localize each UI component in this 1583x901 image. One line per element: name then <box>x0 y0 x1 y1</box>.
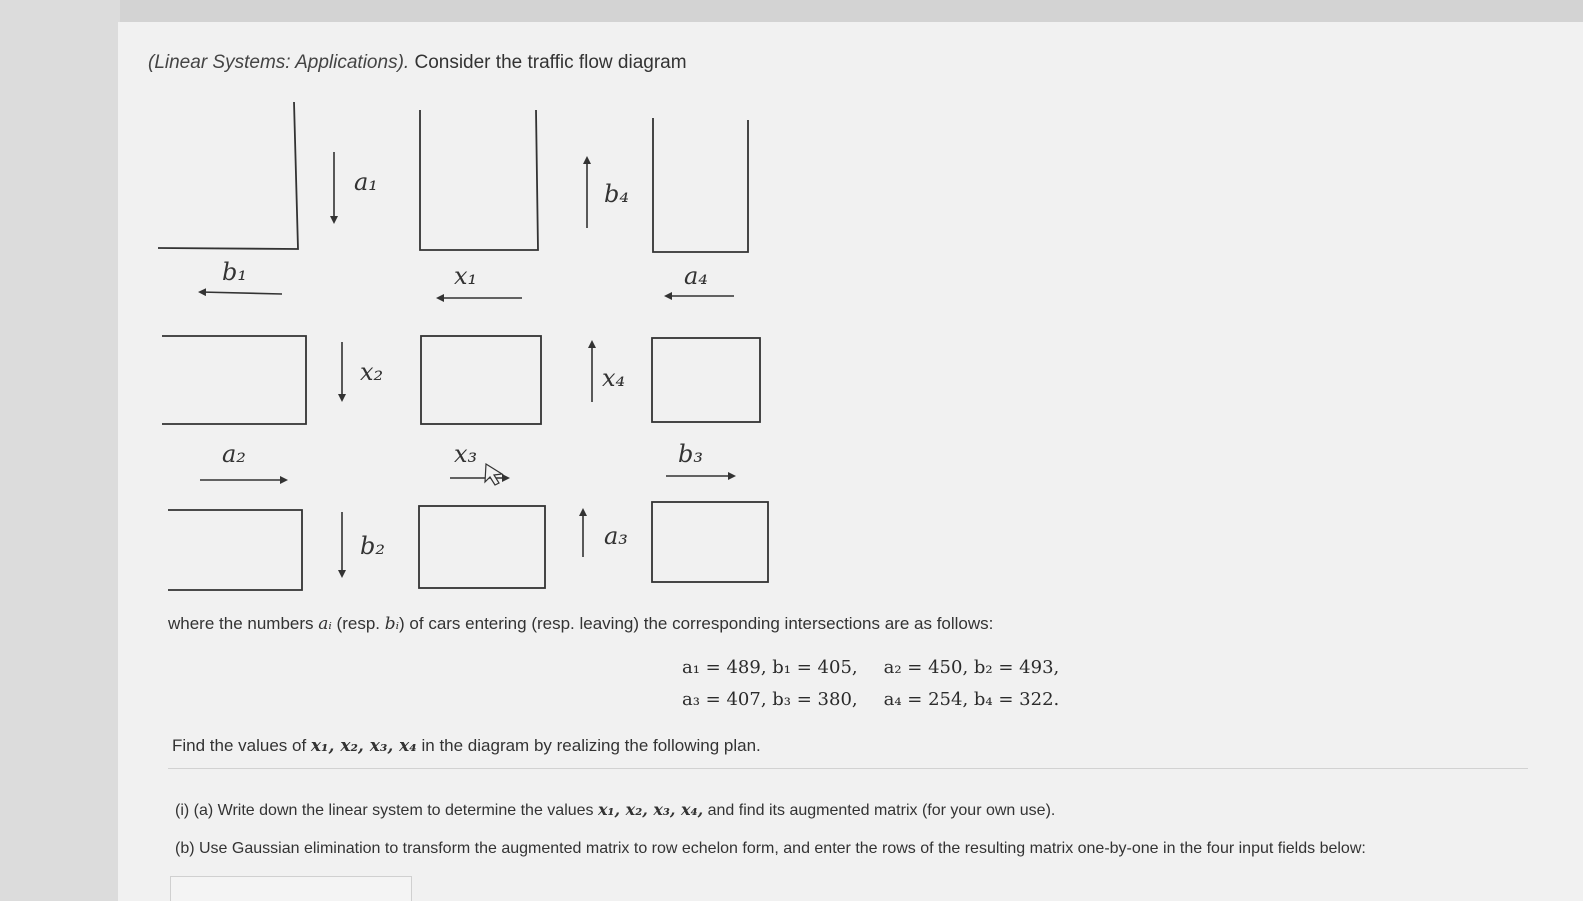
mouse-cursor-icon <box>485 464 502 485</box>
label-a2: a₂ <box>222 440 246 468</box>
values-row1-right: a₂ = 450, b₂ = 493, <box>883 657 1060 678</box>
label-b4: b₄ <box>604 180 629 208</box>
step-b-text: (b) Use Gaussian elimination to transform the augmented matrix to row echelon form, and enter the rows of the resulting matrix one-by-one in the four input fields below: <box>175 840 1366 857</box>
find-vars: x₁, x₂, x₃, x₄ <box>310 736 417 756</box>
step-a-vars: x₁, x₂, x₃, x₄, <box>597 800 704 819</box>
label-b1: b₁ <box>222 258 247 286</box>
block-middle-left <box>162 336 306 424</box>
left-edge <box>0 0 120 901</box>
values-row1-left: a₁ = 489, b₁ = 405, <box>682 657 858 678</box>
values-row-1 <box>682 652 1059 684</box>
description-bi: bᵢ <box>384 614 400 634</box>
block-top-left <box>158 102 298 249</box>
block-bottom-middle <box>419 506 545 588</box>
find-instruction <box>172 736 761 756</box>
problem-intro-text: Consider the traffic flow diagram <box>414 52 687 73</box>
problem-topic: (Linear Systems: Applications). <box>148 52 410 73</box>
given-values <box>682 652 1059 716</box>
block-top-middle <box>420 110 538 250</box>
description-text-3: ) of cars entering (resp. leaving) the corresponding intersections are as follows: <box>399 614 994 633</box>
step-i-b <box>175 840 1366 858</box>
values-row-2 <box>682 684 1059 716</box>
description-text-1: where the numbers <box>168 614 319 633</box>
label-x2: x₂ <box>360 358 384 386</box>
divider <box>168 768 1528 769</box>
label-a4: a₄ <box>684 262 708 290</box>
answer-input-field[interactable] <box>170 876 412 901</box>
description-text-2: (resp. <box>331 614 385 633</box>
values-row2-left: a₃ = 407, b₃ = 380, <box>682 689 858 710</box>
step-a-text-2: and find its augmented matrix (for your own use). <box>703 802 1056 819</box>
label-x1: x₁ <box>454 262 478 290</box>
flow-description <box>168 614 993 634</box>
arrow-b1 <box>200 292 282 294</box>
step-a-text-1: (i) (a) Write down the linear system to determine the values <box>175 802 598 819</box>
find-text-2: in the diagram by realizing the following plan. <box>416 736 761 755</box>
label-x3: x₃ <box>454 440 478 468</box>
label-b3: b₃ <box>678 440 703 468</box>
block-middle-right <box>652 338 760 422</box>
problem-intro <box>148 52 687 74</box>
block-top-right <box>653 118 748 252</box>
label-a1: a₁ <box>354 168 378 196</box>
label-b2: b₂ <box>360 532 385 560</box>
values-row2-right: a₄ = 254, b₄ = 322. <box>883 689 1060 710</box>
block-bottom-right <box>652 502 768 582</box>
step-i-a <box>175 800 1055 820</box>
block-middle-middle <box>421 336 541 424</box>
label-a3: a₃ <box>604 522 628 550</box>
label-x4: x₄ <box>602 364 626 392</box>
traffic-flow-diagram <box>150 92 790 602</box>
find-text-1: Find the values of <box>172 736 311 755</box>
description-ai: aᵢ <box>318 614 332 634</box>
top-edge <box>0 0 1583 22</box>
block-bottom-left <box>168 510 302 590</box>
